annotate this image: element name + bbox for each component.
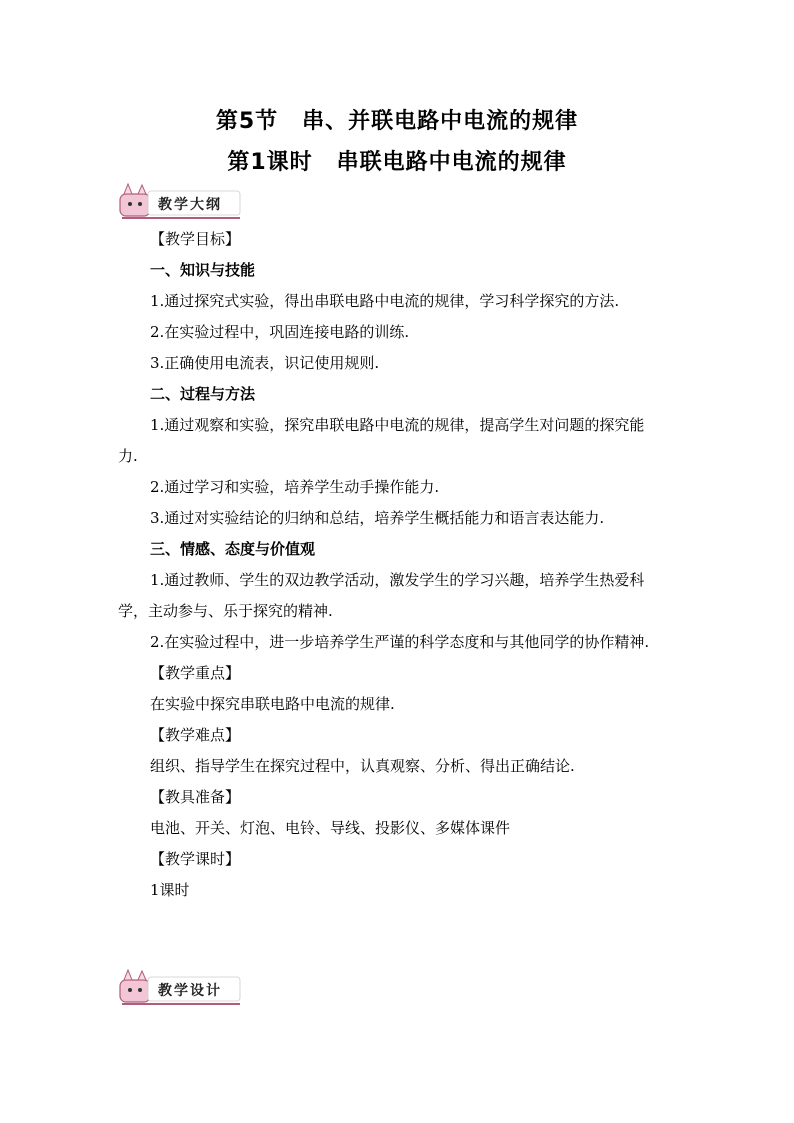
design-badge (116, 968, 246, 1008)
goals-heading: 【教学目标】 (150, 230, 241, 248)
key-heading: 【教学重点】 (150, 664, 241, 682)
section-number: 第5节 (215, 109, 279, 134)
tools-heading: 【教具准备】 (150, 788, 241, 806)
knowledge-item-2: 2.在实验过程中，巩固连接电路的训练. (150, 323, 410, 341)
process-item-1-cont: 力. (118, 447, 138, 465)
difficulty-text: 组织、指导学生在探究过程中，认真观察、分析、得出正确结论. (150, 757, 575, 775)
section-name: 串、并联电路中电流的规律 (302, 109, 579, 134)
lesson-title (0, 145, 794, 176)
design-badge-label: 教学设计 (158, 983, 222, 999)
emotion-item-1-cont: 学，主动参与、乐于探究的精神. (118, 602, 333, 620)
knowledge-item-1: 1.通过探究式实验，得出串联电路中电流的规律，学习科学探究的方法. (150, 292, 620, 310)
key-text: 在实验中探究串联电路中电流的规律. (150, 695, 395, 713)
section-title (0, 104, 794, 135)
knowledge-heading: 一、知识与技能 (150, 261, 256, 279)
emotion-item-1: 1.通过教师、学生的双边教学活动，激发学生的学习兴趣，培养学生热爱科 (150, 571, 645, 589)
time-text: 1课时 (150, 881, 190, 899)
tools-text: 电池、开关、灯泡、电铃、导线、投影仪、多媒体课件 (150, 819, 511, 837)
outline-badge-label: 教学大纲 (158, 197, 222, 213)
process-item-2: 2.通过学习和实验，培养学生动手操作能力. (150, 478, 440, 496)
outline-badge (116, 182, 246, 222)
time-heading: 【教学课时】 (150, 850, 241, 868)
process-heading: 二、过程与方法 (150, 385, 256, 403)
knowledge-item-3: 3.正确使用电流表，识记使用规则. (150, 354, 380, 372)
emotion-heading: 三、情感、态度与价值观 (150, 540, 316, 558)
lesson-number: 第1课时 (227, 150, 313, 175)
lesson-name: 串联电路中电流的规律 (336, 150, 567, 175)
difficulty-heading: 【教学难点】 (150, 726, 241, 744)
emotion-item-2: 2.在实验过程中，进一步培养学生严谨的科学态度和与其他同学的协作精神. (150, 633, 650, 651)
process-item-3: 3.通过对实验结论的归纳和总结，培养学生概括能力和语言表达能力. (150, 509, 605, 527)
process-item-1: 1.通过观察和实验，探究串联电路中电流的规律，提高学生对问题的探究能 (150, 416, 645, 434)
